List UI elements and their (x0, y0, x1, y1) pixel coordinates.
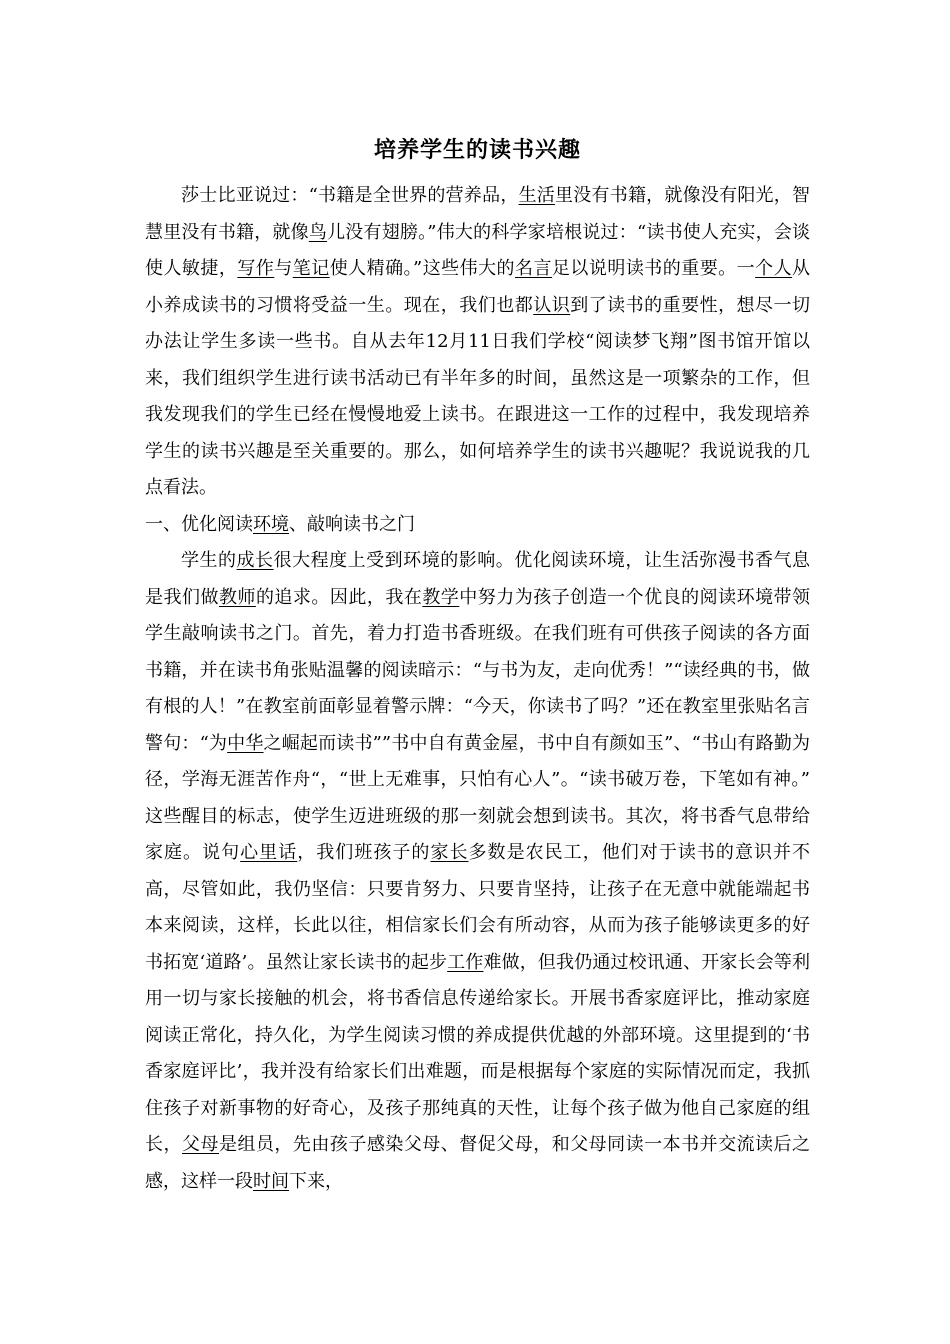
text-run: ，我们班孩子的 (297, 842, 431, 863)
text-run: 学生的 (181, 550, 237, 571)
underlined-link[interactable]: 成长 (236, 550, 274, 571)
text-run: 里没有书籍，就像没有阳光，智慧里没有书籍，就像 (145, 185, 811, 243)
text-run: 儿没有翅膀。”伟大的科学家培根说过：“读书使人充实，会谈使人敏捷， (145, 221, 811, 279)
paragraph-intro (145, 178, 810, 507)
underlined-link[interactable]: 笔记 (292, 258, 330, 279)
text-run: 与 (274, 258, 293, 279)
underlined-link[interactable]: 中华 (227, 732, 264, 754)
underlined-link[interactable]: 名言 (515, 258, 552, 279)
underlined-link[interactable]: 父母 (181, 1134, 219, 1155)
document-title: 培养学生的读书兴趣 (373, 137, 581, 163)
text-run: 难做，但我仍通过校讯通、开家长会等利用一切与家长接触的机会，将书香信息传递给家长。开展书香家庭评比，推动家庭阅读正常化，持久化，为学生阅读习惯的养成提供优越的外部环境。这里提到的‘书香家庭评比’，我并没有给家长们出难题，而是根据每个家庭的实际情况而定，我抓住孩子对新事物的好奇心，及孩子那纯真的天性，让每个孩子做为他自己家庭的组长， (145, 951, 811, 1155)
underlined-link[interactable]: 时间 (253, 1170, 289, 1192)
underlined-link[interactable]: 鸟 (308, 221, 328, 243)
text-run: 从小养成读书的习惯将受益一生。现在，我们也都 (145, 258, 811, 316)
underlined-link[interactable]: 家长 (430, 842, 469, 863)
underlined-link[interactable]: 个人 (755, 258, 793, 279)
text-run: 多数是农民工，他们对于读书的意识并不高，尽管如此，我仍坚信：只要肯努力、只要肯坚持，让孩子在无意中就能端起书本来阅读，这样，长此以往，相信家长们会有所动容，从而为孩子能够读更多的好书拓宽‘道路’。虽然让家长读书的起步 (145, 842, 811, 973)
text-run: 到了读书的重要性，想尽一切办法让学生多读一些书。自从去年12月11日我们学校“阅读梦飞翔”图书馆开馆以来，我们组织学生进行读书活动已有半年多的时间，虽然这是一项繁杂的工作，但我发现我们的学生已经在慢慢地爱上读书。在跟进这一工作的过程中，我发现培养学生的读书兴趣是至关重要的。那么，如何培养学生的读书兴趣呢？我说说我的几点看法。 (145, 294, 811, 498)
underlined-link[interactable]: 工作 (447, 951, 484, 973)
text-run: 的追求。因此，我在 (255, 586, 423, 608)
text-run: 足以说明读书的重要。一 (551, 258, 756, 279)
underlined-link[interactable]: 教师 (218, 586, 256, 608)
underlined-link[interactable]: 写作 (237, 258, 275, 279)
paragraph-section-1 (145, 543, 810, 1200)
section-heading-1 (145, 507, 810, 544)
document-page (145, 130, 810, 1200)
underlined-link[interactable]: 心里话 (240, 842, 298, 863)
underlined-link[interactable]: 生活 (518, 185, 556, 206)
underlined-link[interactable]: 认识 (533, 294, 571, 316)
underlined-link[interactable]: 教学 (422, 586, 460, 608)
text-run: 一、优化阅读 (145, 513, 253, 535)
text-run: 中努力为孩子创造一个优良的阅读环境带领学生敲响读书之门。首先，着力打造书香班级。在我们班有可供孩子阅读的各方面书籍，并在读书角张贴温馨的阅读暗示：“与书为友，走向优秀！”“读经典的书，做有根的人！”在教室前面彰显着警示牌：“今天，你读书了吗？”还在教室里张贴名言警句：“为 (145, 586, 811, 754)
text-run: 之崛起而读书””书中自有黄金屋，书中自有颜如玉”、“书山有路勤为径，学海无涯苦作舟“，“世上无难事，只怕有心人”。“读书破万卷，下笔如有神。” 这些醒目的标志，使学生迈进班级的那一刻就会想到读书。其次，将书香气息带给家庭。说句 (145, 732, 811, 863)
text-run: 、敲响读书之门 (289, 513, 415, 535)
text-run: 下来， (289, 1170, 343, 1192)
underlined-link[interactable]: 环境 (253, 513, 289, 535)
text-run: 莎士比亚说过：“书籍是全世界的营养品， (181, 185, 519, 206)
text-run: 使人精确。”这些伟大的 (329, 258, 516, 279)
text-run: 很大程度上受到环境的影响。优化阅读环境，让生活弥漫书香气息是我们做 (145, 550, 810, 608)
text-run: 是组员，先由孩子感染父母、督促父母，和父母同读一本书并交流读后之感，这样一段 (145, 1134, 811, 1192)
